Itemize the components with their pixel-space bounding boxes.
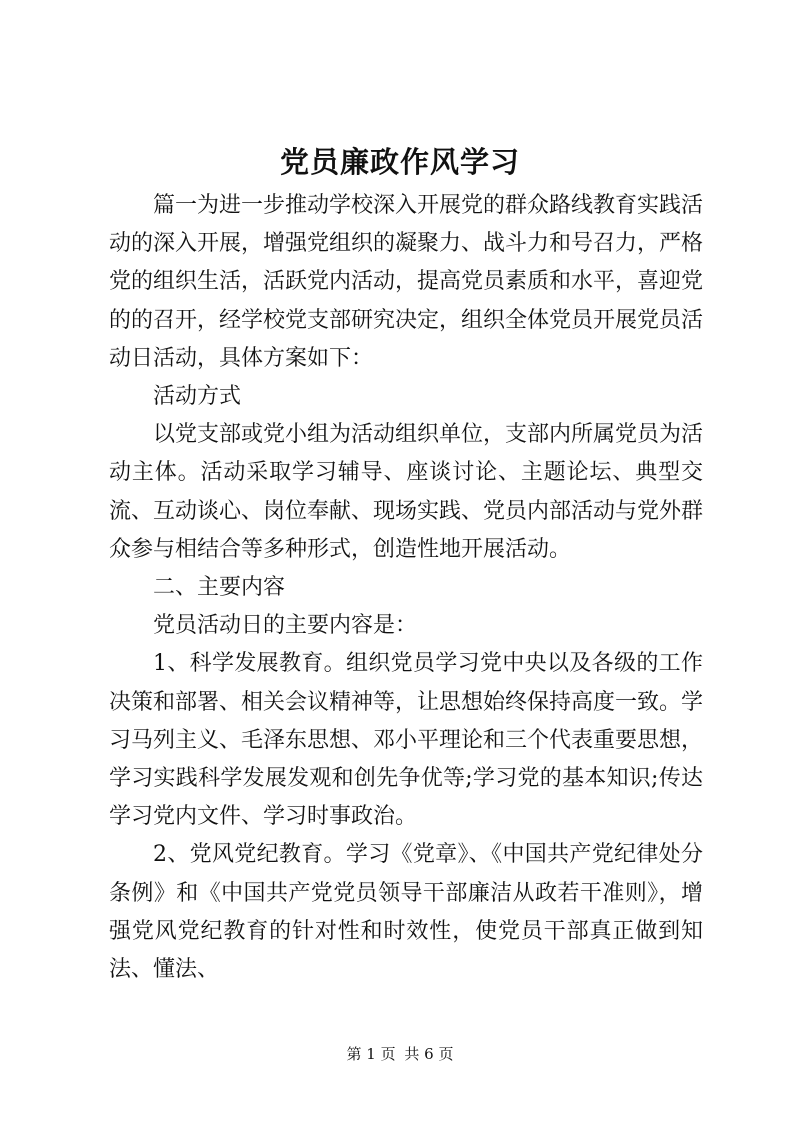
page-footer bbox=[0, 1044, 800, 1064]
paragraph-activity-method: 以党支部或党小组为活动组织单位，支部内所属党员为活动主体。活动采取学习辅导、座谈讨论、主题论坛、典型交流、互动谈心、岗位奉献、现场实践、党员内部活动与党外群众参与相结合等多种形式，创造性地开展活动。 bbox=[109, 422, 704, 562]
paragraph-heading-activity-method: 活动方式 bbox=[153, 384, 242, 410]
paragraph-intro: 篇一为进一步推动学校深入开展党的群众路线教育实践活动的深入开展，增强党组织的凝聚力、战斗力和号召力，严格党的组织生活，活跃党内活动，提高党员素质和水平，喜迎党的的召开，经学校党支部研究决定，组织全体党员开展党员活动日活动，具体方案如下： bbox=[109, 193, 704, 371]
page-total: 共 6 页 bbox=[404, 1045, 454, 1063]
paragraph-main-content-intro: 党员活动日的主要内容是： bbox=[153, 613, 418, 639]
document-body bbox=[109, 187, 703, 989]
paragraph-heading-main-content: 二、主要内容 bbox=[153, 575, 286, 601]
paragraph-item-1: 1、科学发展教育。组织党员学习党中央以及各级的工作决策和部署、相关会议精神等，让思想始终保持高度一致。学习马列主义、毛泽东思想、邓小平理论和三个代表重要思想，学习实践科学发展发观和创先争优等;学习党的基本知识;传达学习党内文件、学习时事政治。 bbox=[109, 651, 704, 830]
paragraph-item-2: 2、党风党纪教育。学习《党章》、《中国共产党纪律处分条例》和《中国共产党党员领导干部廉洁从政若干准则》，增强党风党纪教育的针对性和时效性，使党员干部真正做到知法、懂法、 bbox=[109, 842, 703, 983]
document-title: 党员廉政作风学习 bbox=[279, 145, 520, 179]
page-number: 第 1 页 bbox=[346, 1045, 396, 1063]
